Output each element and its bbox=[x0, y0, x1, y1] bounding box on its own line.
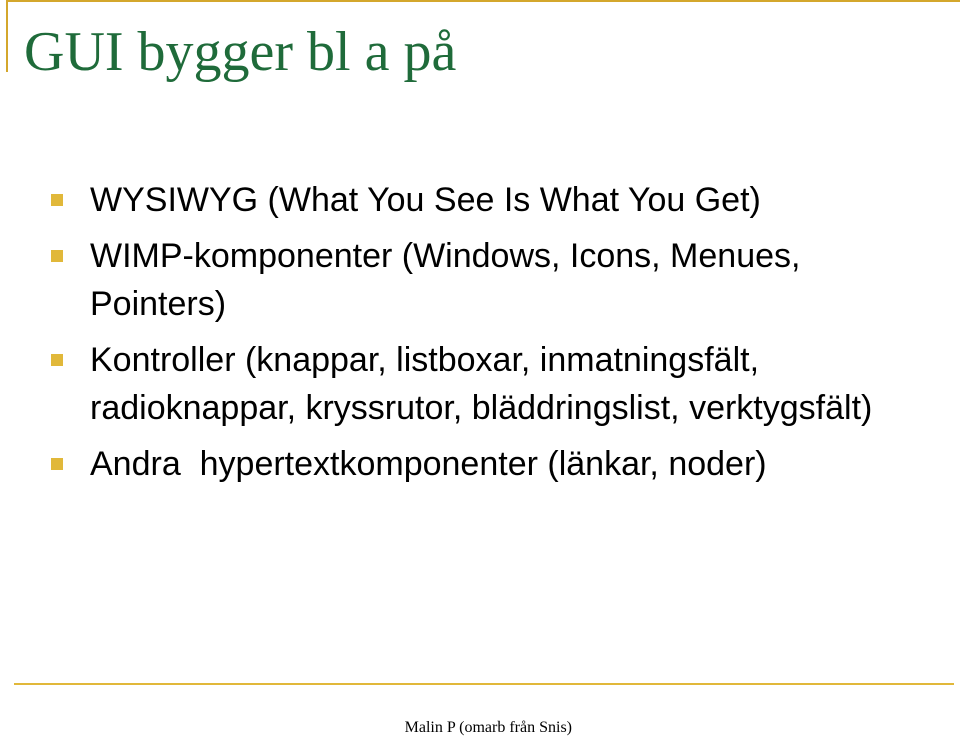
bullet-text: WIMP-komponenter (Windows, Icons, Menues, Pointers) bbox=[90, 237, 810, 323]
square-bullet-icon bbox=[51, 354, 63, 366]
bullet-text: Kontroller (knappar, listboxar, inmatningsfält, radioknappar, kryssrutor, bläddringslist, verktygsfält) bbox=[90, 341, 873, 427]
bullet-item-hypertext bbox=[0, 440, 960, 488]
slide-title: GUI bygger bl a på bbox=[24, 21, 457, 83]
footer-divider bbox=[14, 683, 954, 685]
bullet-item-wimp bbox=[0, 232, 960, 328]
bullet-item-kontroller bbox=[0, 336, 960, 432]
bullet-item-wysiwyg bbox=[0, 176, 960, 224]
accent-top-line bbox=[6, 0, 960, 2]
square-bullet-icon bbox=[51, 458, 63, 470]
accent-vertical-line bbox=[6, 0, 8, 72]
square-bullet-icon bbox=[51, 194, 63, 206]
bullet-text: Andra hypertextkomponenter (länkar, noder) bbox=[90, 445, 767, 483]
bullet-text: WYSIWYG (What You See Is What You Get) bbox=[90, 181, 761, 219]
footer-author: Malin P (omarb från Snis) bbox=[404, 719, 572, 736]
bullet-list bbox=[0, 176, 960, 496]
square-bullet-icon bbox=[51, 250, 63, 262]
